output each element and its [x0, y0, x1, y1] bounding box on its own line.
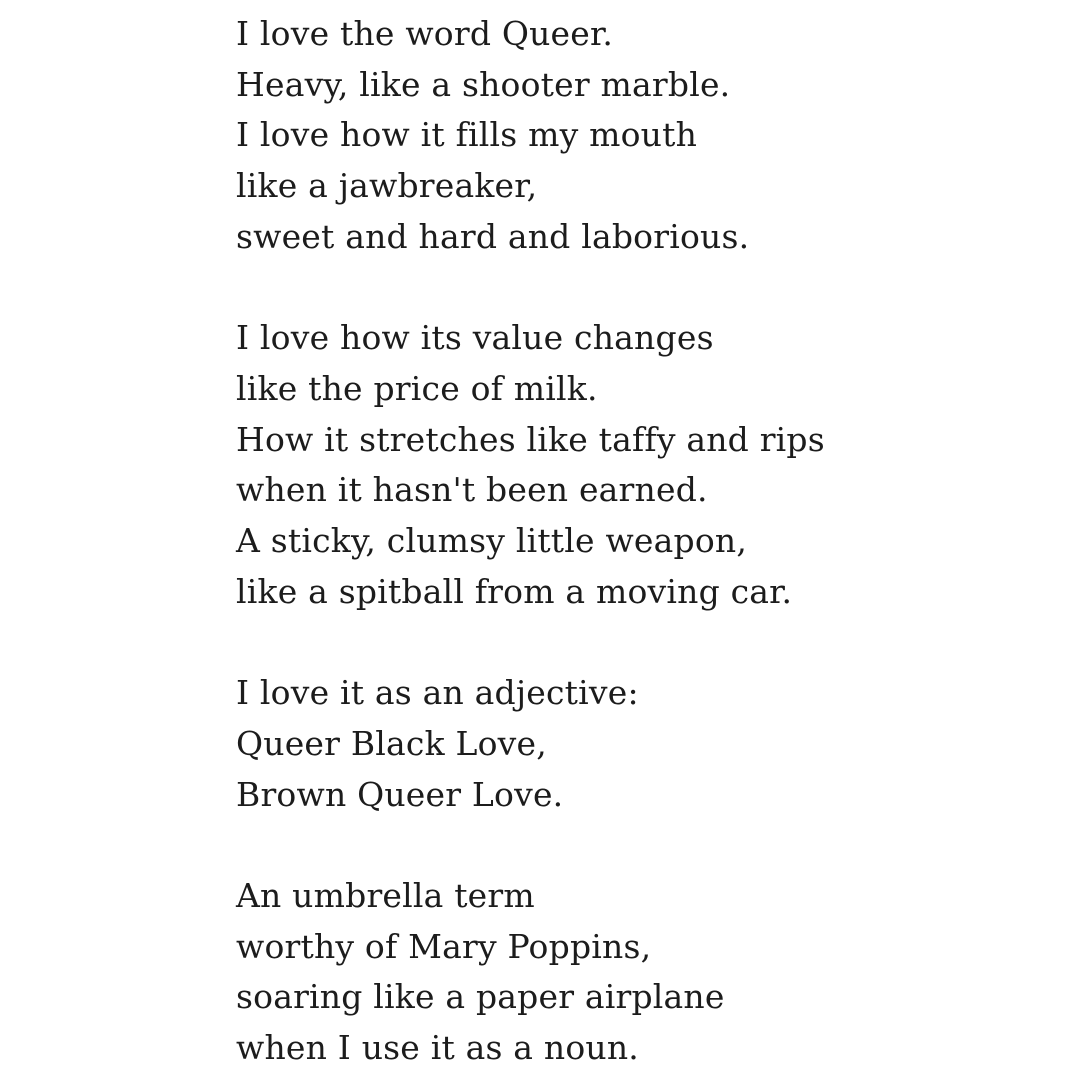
poem-line: I love it as an adjective: — [236, 673, 639, 713]
stanza-4 — [236, 871, 1036, 1074]
poem-line: A sticky, clumsy little weapon, — [236, 521, 748, 561]
poem-line: I love how its value changes — [236, 318, 714, 358]
poem-line: I love the word Queer. — [236, 14, 614, 53]
poem-line: I love how it fills my mouth — [236, 115, 698, 155]
poem-text — [236, 9, 1036, 1074]
stanza-3 — [236, 668, 1036, 820]
stanza-2 — [236, 313, 1036, 617]
poem-line: Heavy, like a shooter marble. — [236, 64, 731, 104]
poem-line: when it hasn't been earned. — [236, 470, 708, 510]
poem-line: soaring like a paper airplane — [236, 977, 725, 1017]
poem-line: when I use it as a noun. — [236, 1028, 639, 1068]
poem-line: like a spitball from a moving car. — [236, 571, 793, 611]
poem-line: like the price of milk. — [236, 368, 598, 408]
stanza-1 — [236, 9, 1036, 263]
poem-line: sweet and hard and laborious. — [236, 216, 750, 256]
poem-line: An umbrella term — [236, 875, 535, 915]
poem-line: How it stretches like taffy and rips — [236, 419, 825, 459]
poem-line: like a jawbreaker, — [236, 166, 538, 206]
poem-line: worthy of Mary Poppins, — [236, 926, 652, 966]
poem-line: Brown Queer Love. — [236, 774, 564, 814]
poem-line: Queer Black Love, — [236, 723, 547, 763]
